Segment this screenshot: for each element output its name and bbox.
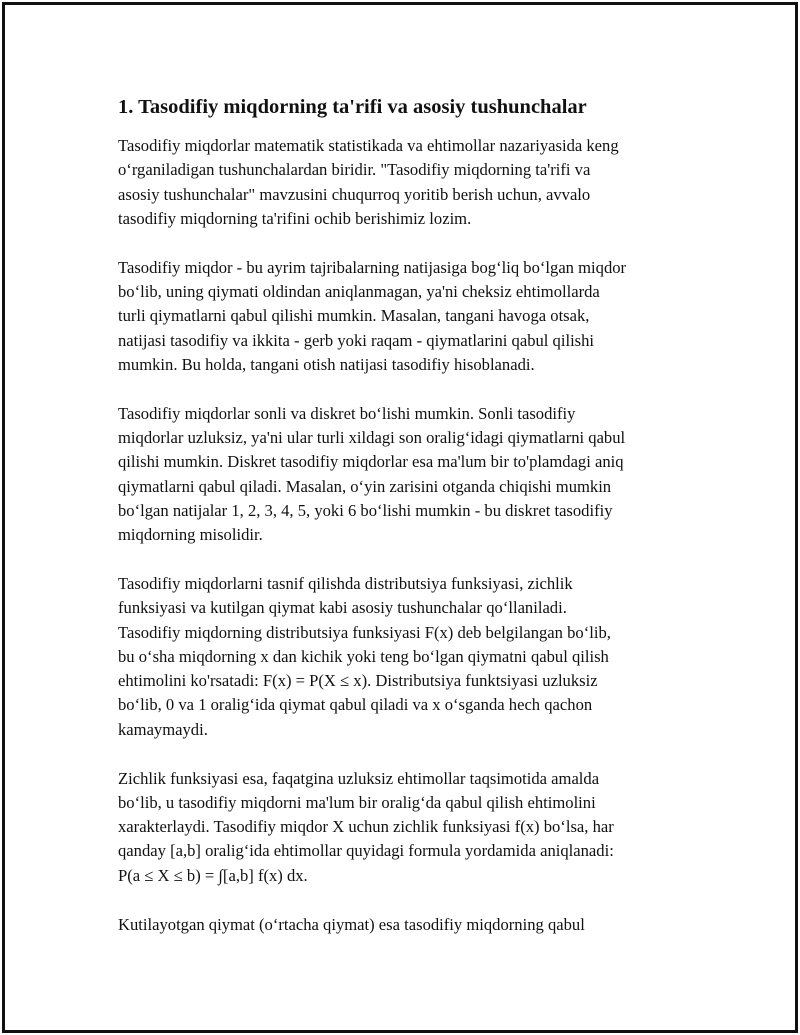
text-line: qanday [a,b] oralig‘ida ehtimollar quyidagi formula yordamida aniqlanadi: [118,841,614,861]
text-line: Tasodifiy miqdor - bu ayrim tajribalarning natijasiga bog‘liq bo‘lgan miqdor [118,257,627,277]
paragraph-density-function [118,767,688,888]
text-line: bo‘lgan natijalar 1, 2, 3, 4, 5, yoki 6 bo‘lishi mumkin - bu diskret tasodifiy [118,500,613,520]
paragraph-random-quantity [118,256,688,377]
text-line: P(a ≤ X ≤ b) = ∫[a,b] f(x) dx. [118,865,308,885]
section-heading: 1. Tasodifiy miqdorning ta'rifi va asosiy tushunchalar [118,96,587,118]
text-line: xarakterlaydi. Tasodifiy miqdor X uchun zichlik funksiyasi f(x) bo‘lsa, har [118,817,614,837]
text-line: mumkin. Bu holda, tangani otish natijasi tasodifiy hisoblanadi. [118,354,535,374]
paragraph-continuous-discrete [118,402,688,548]
text-line: tasodifiy miqdorning ta'rifini ochib berishimiz lozim. [118,208,472,228]
text-line: bo‘lib, uning qiymati oldindan aniqlanmagan, ya'ni cheksiz ehtimollarda [118,281,600,301]
text-line: miqdorlar uzluksiz, ya'ni ular turli xildagi son oralig‘idagi qiymatlarni qabul [118,427,626,447]
text-line: natijasi tasodifiy va ikkita - gerb yoki raqam - qiymatlarini qabul qilishi [118,330,595,350]
text-line: funksiyasi va kutilgan qiymat kabi asosiy tushunchalar qo‘llaniladi. [118,598,567,618]
text-line: Tasodifiy miqdorning distributsiya funksiyasi F(x) deb belgilangan bo‘lib, [118,622,611,642]
text-line: qiymatlarni qabul qiladi. Masalan, o‘yin zarisini otganda chiqishi mumkin [118,476,612,496]
text-line: asosiy tushunchalar" mavzusini chuqurroq yoritib berish uchun, avvalo [118,184,591,204]
document-body [118,93,688,961]
paragraph-expected-value [118,913,688,937]
text-line: Tasodifiy miqdorlar matematik statistikada va ehtimollar nazariyasida keng [118,136,619,155]
text-line: kamaymaydi. [118,719,208,739]
text-line: o‘rganiladigan tushunchalardan biridir. "Tasodifiy miqdorning ta'rifi va [118,160,591,180]
text-line: Kutilayotgan qiymat (o‘rtacha qiymat) esa tasodifiy miqdorning qabul [118,914,585,934]
text-line: bo‘lib, u tasodifiy miqdorni ma'lum bir oralig‘da qabul qilish ehtimolini [118,792,596,812]
text-line: bo‘lib, 0 va 1 oralig‘ida qiymat qabul qiladi va x o‘sganda hech qachon [118,695,593,715]
paragraph-distribution-function [118,572,688,742]
text-line: Tasodifiy miqdorlarni tasnif qilishda distributsiya funksiyasi, zichlik [118,573,573,593]
text-line: qilishi mumkin. Diskret tasodifiy miqdorlar esa ma'lum bir to'plamdagi aniq [118,452,624,472]
paragraph-definition-intro [118,134,688,231]
text-line: ehtimolini ko'rsatadi: F(x) = P(X ≤ x). Distributsiya funktsiyasi uzluksiz [118,671,598,691]
text-line: Zichlik funksiyasi esa, faqatgina uzluksiz ehtimollar taqsimotida amalda [118,768,600,788]
text-line: turli qiymatlarni qabul qilishi mumkin. Masalan, tangani havoga otsak, [118,306,590,326]
text-line: bu o‘sha miqdorning x dan kichik yoki teng bo‘lgan qiymatni qabul qilish [118,646,609,666]
text-line: miqdorning misolidir. [118,525,263,545]
text-line: Tasodifiy miqdorlar sonli va diskret bo‘lishi mumkin. Sonli tasodifiy [118,403,576,423]
